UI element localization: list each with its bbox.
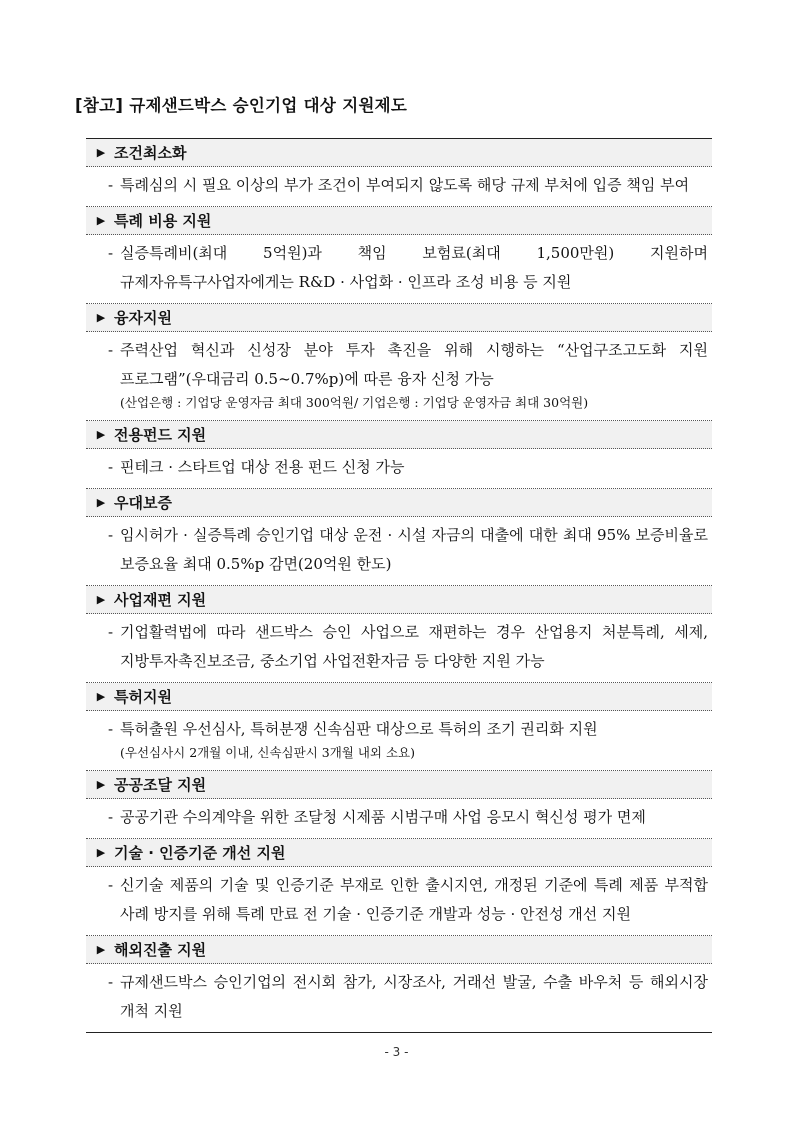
section-header — [86, 839, 712, 867]
section-title: 사업재편 지원 — [114, 591, 207, 609]
list-item — [108, 453, 708, 482]
dash-bullet: - — [108, 876, 114, 894]
triangle-bullet-icon: ▶ — [96, 428, 106, 441]
section-body — [86, 799, 712, 839]
dash-bullet: - — [108, 526, 114, 544]
item-text: 핀테크 · 스타트업 대상 전용 펀드 신청 가능 — [120, 458, 405, 476]
section-header — [86, 586, 712, 614]
list-item — [108, 521, 708, 579]
triangle-bullet-icon: ▶ — [96, 943, 106, 956]
section-title: 해외진출 지원 — [114, 941, 207, 959]
section-body — [86, 449, 712, 489]
dash-bullet: - — [108, 623, 114, 641]
section-title: 융자지원 — [114, 309, 172, 327]
triangle-bullet-icon: ▶ — [96, 846, 106, 859]
dash-bullet: - — [108, 458, 114, 476]
section-header — [86, 683, 712, 711]
triangle-bullet-icon: ▶ — [96, 214, 106, 227]
item-text: 공공기관 수의계약을 위한 조달청 시제품 시범구매 사업 응모시 혁신성 평가 면제 — [120, 808, 646, 826]
item-text: 임시허가 · 실증특례 승인기업 대상 운전 · 시설 자금의 대출에 대한 최대 95% 보증비율로 보증요율 최대 0.5%p 감면(20억원 한도) — [120, 526, 708, 573]
page-number: - 3 - — [384, 1045, 409, 1059]
section-title: 우대보증 — [114, 494, 172, 512]
section-title: 조건최소화 — [114, 144, 187, 162]
section-body — [86, 964, 712, 1032]
section-title: 기술 · 인증기준 개선 지원 — [114, 844, 286, 862]
list-item — [108, 336, 708, 394]
item-text: 특례심의 시 필요 이상의 부가 조건이 부여되지 않도록 해당 규제 부처에 입증 책임 부여 — [120, 176, 690, 194]
section-header — [86, 936, 712, 964]
dash-bullet: - — [108, 244, 114, 262]
triangle-bullet-icon: ▶ — [96, 778, 106, 791]
list-item — [108, 968, 708, 1026]
dash-bullet: - — [108, 720, 114, 738]
section-title: 특허지원 — [114, 688, 172, 706]
list-item — [108, 871, 708, 929]
section-body — [86, 332, 712, 421]
list-item — [108, 803, 708, 832]
triangle-bullet-icon: ▶ — [96, 593, 106, 606]
section-body — [86, 711, 712, 771]
section-title: 특례 비용 지원 — [114, 212, 212, 230]
section-body — [86, 235, 712, 304]
section-header — [86, 489, 712, 517]
section-body — [86, 517, 712, 586]
item-text: 신기술 제품의 기술 및 인증기준 부재로 인한 출시지연, 개정된 기준에 특례 제품 부적합 사례 방지를 위해 특례 만료 전 기술 · 인증기준 개발과 성능 · 안전성 개선 지원 — [120, 876, 708, 923]
section-header — [86, 421, 712, 449]
section-title: 전용펀드 지원 — [114, 426, 207, 444]
item-text: 특허출원 우선심사, 특허분쟁 신속심판 대상으로 특허의 조기 권리화 지원 — [120, 720, 598, 738]
section-header — [86, 771, 712, 799]
triangle-bullet-icon: ▶ — [96, 690, 106, 703]
section-header — [86, 304, 712, 332]
page-title: [참고] 규제샌드박스 승인기업 대상 지원제도 — [75, 96, 408, 115]
dash-bullet: - — [108, 973, 114, 991]
section-body — [86, 867, 712, 936]
list-item — [108, 715, 708, 744]
section-header — [86, 139, 712, 167]
dash-bullet: - — [108, 341, 114, 359]
list-item — [108, 239, 708, 297]
item-text: 주력산업 혁신과 신성장 분야 투자 촉진을 위해 시행하는 “산업구조고도화 지원 프로그램”(우대금리 0.5~0.7%p)에 따른 융자 신청 가능 — [120, 341, 708, 388]
section-body — [86, 614, 712, 683]
item-text: 규제샌드박스 승인기업의 전시회 참가, 시장조사, 거래선 발굴, 수출 바우처 등 해외시장 개척 지원 — [120, 973, 708, 1020]
item-text: 기업활력법에 따라 샌드박스 승인 사업으로 재편하는 경우 산업용지 처분특례, 세제, 지방투자촉진보조금, 중소기업 사업전환자금 등 다양한 지원 가능 — [120, 623, 708, 670]
item-note: (우선심사시 2개월 이내, 신속심판시 3개월 내외 소요) — [120, 745, 415, 760]
triangle-bullet-icon: ▶ — [96, 311, 106, 324]
item-text: 실증특례비(최대 5억원)과 책임 보험료(최대 1,500만원) 지원하며 규제자유특구사업자에게는 R&D · 사업화 · 인프라 조성 비용 등 지원 — [120, 244, 708, 291]
triangle-bullet-icon: ▶ — [96, 146, 106, 159]
item-note: (산업은행 : 기업당 운영자금 최대 300억원/ 기업은행 : 기업당 운영자금 최대 30억원) — [120, 395, 589, 410]
dash-bullet: - — [108, 808, 114, 826]
dash-bullet: - — [108, 176, 114, 194]
section-body — [86, 167, 712, 207]
triangle-bullet-icon: ▶ — [96, 496, 106, 509]
section-header — [86, 207, 712, 235]
list-item — [108, 171, 708, 200]
support-table — [86, 138, 712, 1033]
list-item — [108, 618, 708, 676]
section-title: 공공조달 지원 — [114, 776, 207, 794]
